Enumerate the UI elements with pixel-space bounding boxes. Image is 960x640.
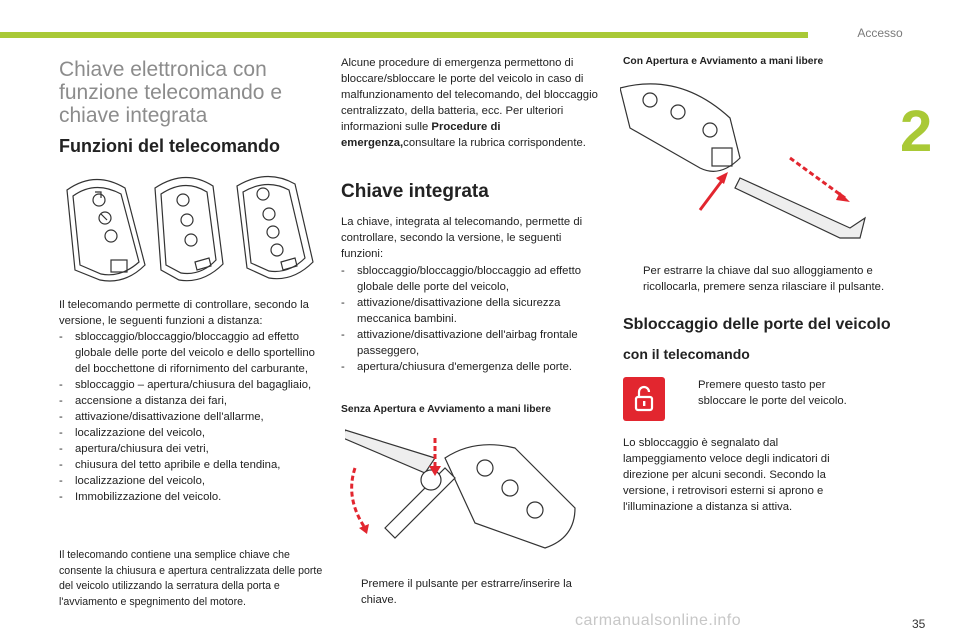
unlock-text: Premere questo tasto per sbloccare le porte del veicolo. xyxy=(698,379,847,407)
unlock-padlock-icon xyxy=(632,385,656,413)
unlock-note-text: Lo sbloccaggio è segnalato dal lampeggiamento veloce degli indicatori di direzione per alcuni secondi. Secondo la versione, i retrovisori esterni si aprono e l'illuminazione a distanza si attiva. xyxy=(623,437,830,513)
key-extraction-handsfree-illustration xyxy=(620,78,885,248)
unlock-doors-heading: Sbloccaggio delle porte del veicolo xyxy=(623,316,891,333)
integrated-key-list xyxy=(341,263,603,375)
remote-note-text: Il telecomando contiene una semplice chiave che consente la chiusura e apertura centralizzata delle porte del veicolo utilizzando la serratura della porta e l'avviamento e spegnimento del motore. xyxy=(59,549,323,608)
list-item: - attivazione/disattivazione dell'allarme, xyxy=(59,409,321,425)
remote-functions-list xyxy=(59,329,321,505)
list-item: - localizzazione del veicolo, xyxy=(59,425,321,441)
unlock-button-icon xyxy=(623,377,665,421)
press-button-instruction xyxy=(341,576,603,608)
emergency-link-text: Procedure di emergenza, xyxy=(341,121,501,149)
unlock-remote-subheading: con il telecomando xyxy=(623,346,750,362)
section-title: Accesso xyxy=(857,26,903,40)
list-item: - localizzazione del veicolo, xyxy=(59,473,321,489)
header-accent-bar xyxy=(0,32,808,38)
remote-key-3-icon xyxy=(237,176,313,278)
list-item: - sbloccaggio – apertura/chiusura del bagagliaio, xyxy=(59,377,321,393)
remote-intro-text: Il telecomando permette di controllare, secondo la versione, le seguenti funzioni a distanza: xyxy=(59,299,309,327)
list-item: - Immobilizzazione del veicolo. xyxy=(59,489,321,505)
list-item: - sbloccaggio/bloccaggio/bloccaggio ad effetto globale delle porte del veicolo, xyxy=(341,263,603,295)
remote-key-2-icon xyxy=(155,177,223,280)
caption-with-handsfree: Con Apertura e Avviamento a mani libere xyxy=(623,56,824,67)
remote-keys-illustration xyxy=(55,170,327,288)
remote-functions-heading: Funzioni del telecomando xyxy=(59,136,281,156)
remote-key-1-icon xyxy=(67,179,145,281)
extract-key-instruction xyxy=(623,263,885,295)
list-item: - attivazione/disattivazione della sicurezza meccanica bambini. xyxy=(341,295,603,327)
list-item: - chiusura del tetto apribile e della tendina, xyxy=(59,457,321,473)
emergency-text xyxy=(341,55,603,151)
chapter-number: 2 xyxy=(900,99,933,164)
unlock-instruction xyxy=(678,377,868,409)
list-item: - apertura/chiusura dei vetri, xyxy=(59,441,321,457)
extract-key-text: Per estrarre la chiave dal suo alloggiamento e ricollocarla, premere senza rilasciare il pulsante. xyxy=(643,265,885,293)
page-number: 35 xyxy=(912,617,926,631)
page-title: Chiave elettronica con funzione telecomando e chiave integrata xyxy=(59,58,282,127)
key-extraction-standard-illustration xyxy=(345,428,605,558)
list-item: - sbloccaggio/bloccaggio/bloccaggio ad effetto globale delle porte del veicolo e dello sportellino del bocchettone di rifornimento del carburante, xyxy=(59,329,321,377)
emergency-text-pre: Alcune procedure di emergenza permettono di bloccare/sbloccare le porte del veicolo in caso di malfunzionamento del telecomando, del bloccaggio centralizzato, della batteria, ecc. Per ulteriori informazioni sulle xyxy=(341,57,598,133)
watermark: carmanualsonline.info xyxy=(575,612,742,629)
emergency-text-post: consultare la rubrica corrispondente. xyxy=(403,137,586,149)
press-button-text: Premere il pulsante per estrarre/inserire la chiave. xyxy=(361,578,572,606)
list-item: - apertura/chiusura d'emergenza delle porte. xyxy=(341,359,603,375)
integrated-key-heading: Chiave integrata xyxy=(341,181,489,202)
caption-without-handsfree: Senza Apertura e Avviamento a mani libere xyxy=(341,404,552,415)
list-item: - attivazione/disattivazione dell'airbag frontale passeggero, xyxy=(341,327,603,359)
list-item: - accensione a distanza dei fari, xyxy=(59,393,321,409)
integrated-key-intro: La chiave, integrata al telecomando, permette di controllare, secondo la versione, le seguenti funzioni: xyxy=(341,216,583,260)
